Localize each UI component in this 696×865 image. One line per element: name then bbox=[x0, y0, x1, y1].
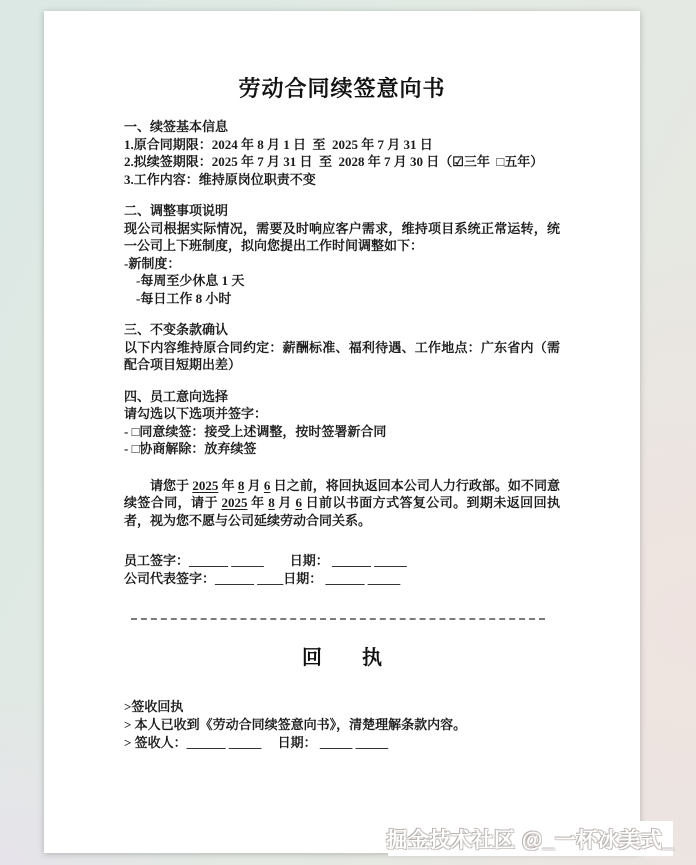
receipt-block bbox=[124, 698, 560, 752]
section-unchanged-heading: 三、不变条款确认 bbox=[124, 322, 229, 337]
section-unchanged-terms bbox=[124, 321, 560, 374]
watermark bbox=[388, 821, 673, 856]
agree-renew-option: - □同意续签：接受上述调整，按时签署新合同 bbox=[124, 423, 387, 439]
notice-segment: 8 bbox=[268, 495, 275, 510]
notice-segment: 年 bbox=[247, 495, 269, 510]
unchanged-terms-paragraph: 以下内容维持原合同约定：薪酬标准、福利待遇、工作地点：广东省内（需配合项目短期出差） bbox=[124, 339, 560, 372]
receipt-signature-line: > 签收人：______ _____ 日期： _____ _____ bbox=[124, 735, 389, 750]
cut-line-divider bbox=[131, 618, 545, 620]
watermark-text: 掘金技术社区 @_一杯冰美式_ bbox=[386, 828, 675, 852]
original-contract-term-line: 1.原合同期限：2024 年 8 月 1 日 至 2025 年 7 月 31 日 bbox=[124, 136, 433, 152]
notice-segment: 日之前，将回执返回本公司人力行政部。如不同意续签合同，请于 bbox=[124, 477, 560, 510]
signature-block bbox=[124, 552, 560, 587]
company-signature-line: 公司代表签字：______ ____日期： ______ _____ bbox=[124, 570, 401, 586]
notice-segment: 8 bbox=[237, 477, 245, 493]
notice-segment: 年 bbox=[218, 477, 238, 493]
employee-signature-line: 员工签字：______ _____ 日期： ______ _____ bbox=[124, 553, 407, 568]
receipt-title: 回 执 bbox=[302, 647, 382, 669]
notice-segment: 日前以书面方式答复公司。到期未返回回执者，视为您不愿与公司延续劳动合同关系。 bbox=[124, 495, 560, 528]
daily-hours-item: -每日工作 8 小时 bbox=[136, 290, 232, 306]
negotiate-terminate-option: - □协商解除：放弃续签 bbox=[124, 441, 257, 456]
notice-segment: 请您于 bbox=[150, 477, 193, 493]
notice-segment: 6 bbox=[295, 495, 302, 510]
section-basic-info bbox=[124, 118, 560, 188]
notice-segment: 月 bbox=[244, 477, 264, 493]
section-basic-heading: 一、续签基本信息 bbox=[124, 119, 229, 134]
adjustment-paragraph: 现公司根据实际情况，需要及时响应客户需求，维持项目系统正常运转，统一公司上下班制度，拟向您提出工作时间调整如下： bbox=[124, 220, 560, 253]
section-employee-choice bbox=[124, 388, 560, 458]
section-choice-heading: 四、员工意向选择 bbox=[124, 388, 229, 404]
receipt-ack-statement: > 本人已收到《劳动合同续签意向书》，清楚理解条款内容。 bbox=[124, 717, 467, 732]
choice-intro-line: 请勾选以下选项并签字： bbox=[124, 406, 268, 421]
notice-segment: 月 bbox=[274, 495, 296, 510]
return-deadline-notice bbox=[124, 477, 560, 530]
document-page bbox=[44, 11, 640, 853]
receipt-ack-heading: >签收回执 bbox=[124, 699, 184, 714]
notice-segment: 6 bbox=[263, 477, 271, 493]
section-adjustments bbox=[124, 202, 560, 307]
document-title: 劳动合同续签意向书 bbox=[238, 76, 446, 101]
renewal-term-line: 2.拟续签期限：2025 年 7 月 31 日 至 2028 年 7 月 30 日（☑三年 □五年） bbox=[124, 154, 544, 169]
section-adjust-heading: 二、调整事项说明 bbox=[124, 203, 229, 218]
weekly-rest-item: -每周至少休息 1 天 bbox=[136, 273, 245, 288]
new-policy-label: -新制度： bbox=[124, 255, 181, 271]
notice-segment: 2025 bbox=[192, 477, 219, 493]
notice-segment: 2025 bbox=[221, 495, 248, 510]
job-content-line: 3.工作内容：维持原岗位职责不变 bbox=[124, 171, 316, 187]
